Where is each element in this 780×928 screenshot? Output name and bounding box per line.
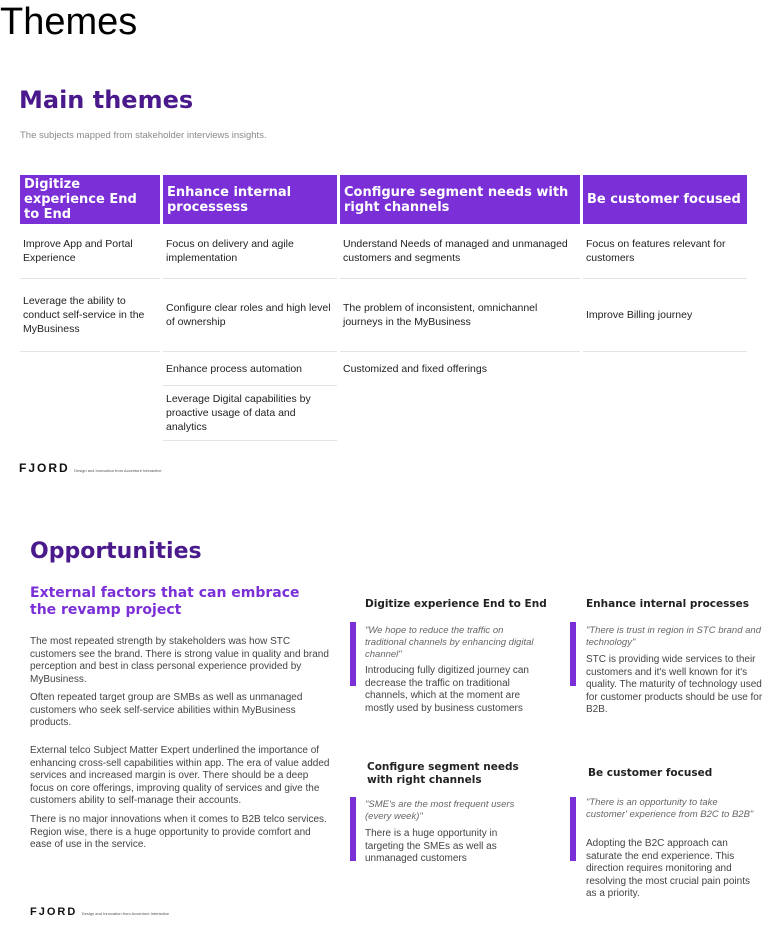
- table-cell: [20, 352, 160, 386]
- card-body: Adopting the B2C approach can saturate the end experience. This direction requires monitoring and resolving the most crucial pain points as a priority.: [586, 838, 750, 899]
- fjord-logo: FJORD: [30, 906, 78, 918]
- card-title-customer: Be customer focused: [588, 767, 713, 779]
- card-body: There is a huge opportunity in targeting the SMEs as well as unmanaged customers: [365, 828, 498, 864]
- quote-bar: [570, 622, 576, 686]
- paragraph: There is no major innovations when it comes to B2B telco services. Region wise, there is a huge opportunity to provide comfort and ease of use in the service.: [30, 814, 327, 850]
- table-row: [20, 224, 747, 279]
- quote-bar: [350, 797, 356, 861]
- themes-header-row: [20, 175, 747, 224]
- theme-header-customer: Be customer focused: [583, 175, 747, 224]
- table-cell: [20, 386, 160, 441]
- card-title-digitize: Digitize experience End to End: [365, 598, 547, 610]
- fjord-logo: FJORD: [19, 461, 70, 475]
- table-cell: [583, 386, 747, 441]
- table-cell: Improve App and Portal Experience: [20, 224, 160, 279]
- main-themes-subtitle: The subjects mapped from stakeholder interviews insights.: [20, 130, 267, 141]
- main-themes-title: Main themes: [19, 86, 194, 114]
- fjord-tagline: Design and Innovation from Accenture Interactive: [81, 911, 170, 916]
- opportunities-title: Opportunities: [30, 539, 202, 564]
- table-cell: The problem of inconsistent, omnichannel journeys in the MyBusiness: [340, 279, 580, 352]
- quote-bar: [570, 797, 576, 861]
- card-title-configure: Configure segment needs with right channels: [367, 761, 519, 786]
- table-row: [20, 279, 747, 352]
- paragraph: External telco Subject Matter Expert underlined the importance of enhancing cross-sell capabilities within app. The era of value added services and increased margin is over. There should be a deep focus on core offerings, improving quality of services and give the customers ability to self-manage their accounts.: [30, 745, 330, 806]
- card-quote: "There is an opportunity to take customer' experience from B2C to B2B": [586, 797, 754, 820]
- table-cell: Leverage Digital capabilities by proactive usage of data and analytics: [163, 386, 337, 441]
- paragraph: The most repeated strength by stakeholders was how STC customers see the brand. There is strong value in quality and brand perception and best in class personal experience provided by MyBusiness.: [30, 636, 329, 685]
- footer-brand-bottom: [30, 902, 169, 920]
- card-quote: "We hope to reduce the traffic on traditional channels by enhancing digital channel": [365, 625, 534, 660]
- theme-header-configure: Configure segment needs with right channels: [340, 175, 580, 224]
- table-row: [20, 352, 747, 386]
- theme-header-digitize: Digitize experience End to End: [20, 175, 160, 224]
- fjord-tagline: Design and Innovation from Accenture Interactive: [74, 468, 162, 473]
- table-cell: Enhance process automation: [163, 352, 337, 386]
- table-cell: [583, 352, 747, 386]
- card-body: Introducing fully digitized journey can decrease the traffic on traditional channels, which at the moment are mostly used by business customers: [365, 665, 529, 714]
- card-quote: "SME's are the most frequent users (every week)": [365, 799, 515, 822]
- theme-header-enhance: Enhance internal processess: [163, 175, 337, 224]
- quote-bar: [350, 622, 356, 686]
- card-body: STC is providing wide services to their customers and it's well known for it's quality. The maturity of technology used for customer products should be use for B2B.: [586, 654, 763, 715]
- table-cell: Focus on features relevant for customers: [583, 224, 747, 279]
- table-cell: [340, 386, 580, 441]
- card-title-enhance: Enhance internal processes: [586, 598, 750, 610]
- table-cell: Understand Needs of managed and unmanaged customers and segments: [340, 224, 580, 279]
- paragraph: Often repeated target group are SMBs as well as unmanaged customers who seek self-service abilities within MyBusiness products.: [30, 692, 303, 728]
- external-factors-title: External factors that can embrace the revamp project: [30, 585, 300, 618]
- table-cell: Focus on delivery and agile implementation: [163, 224, 337, 279]
- footer-brand-top: [19, 459, 162, 477]
- table-cell: Configure clear roles and high level of ownership: [163, 279, 337, 352]
- table-row: [20, 386, 747, 441]
- themes-table: [17, 175, 750, 441]
- table-cell: Leverage the ability to conduct self-service in the MyBusiness: [20, 279, 160, 352]
- table-cell: Customized and fixed offerings: [343, 363, 487, 375]
- table-cell: Improve Billing journey: [583, 279, 747, 352]
- card-quote: "There is trust in region in STC brand and technology": [586, 625, 761, 648]
- page-title: Themes: [0, 1, 138, 43]
